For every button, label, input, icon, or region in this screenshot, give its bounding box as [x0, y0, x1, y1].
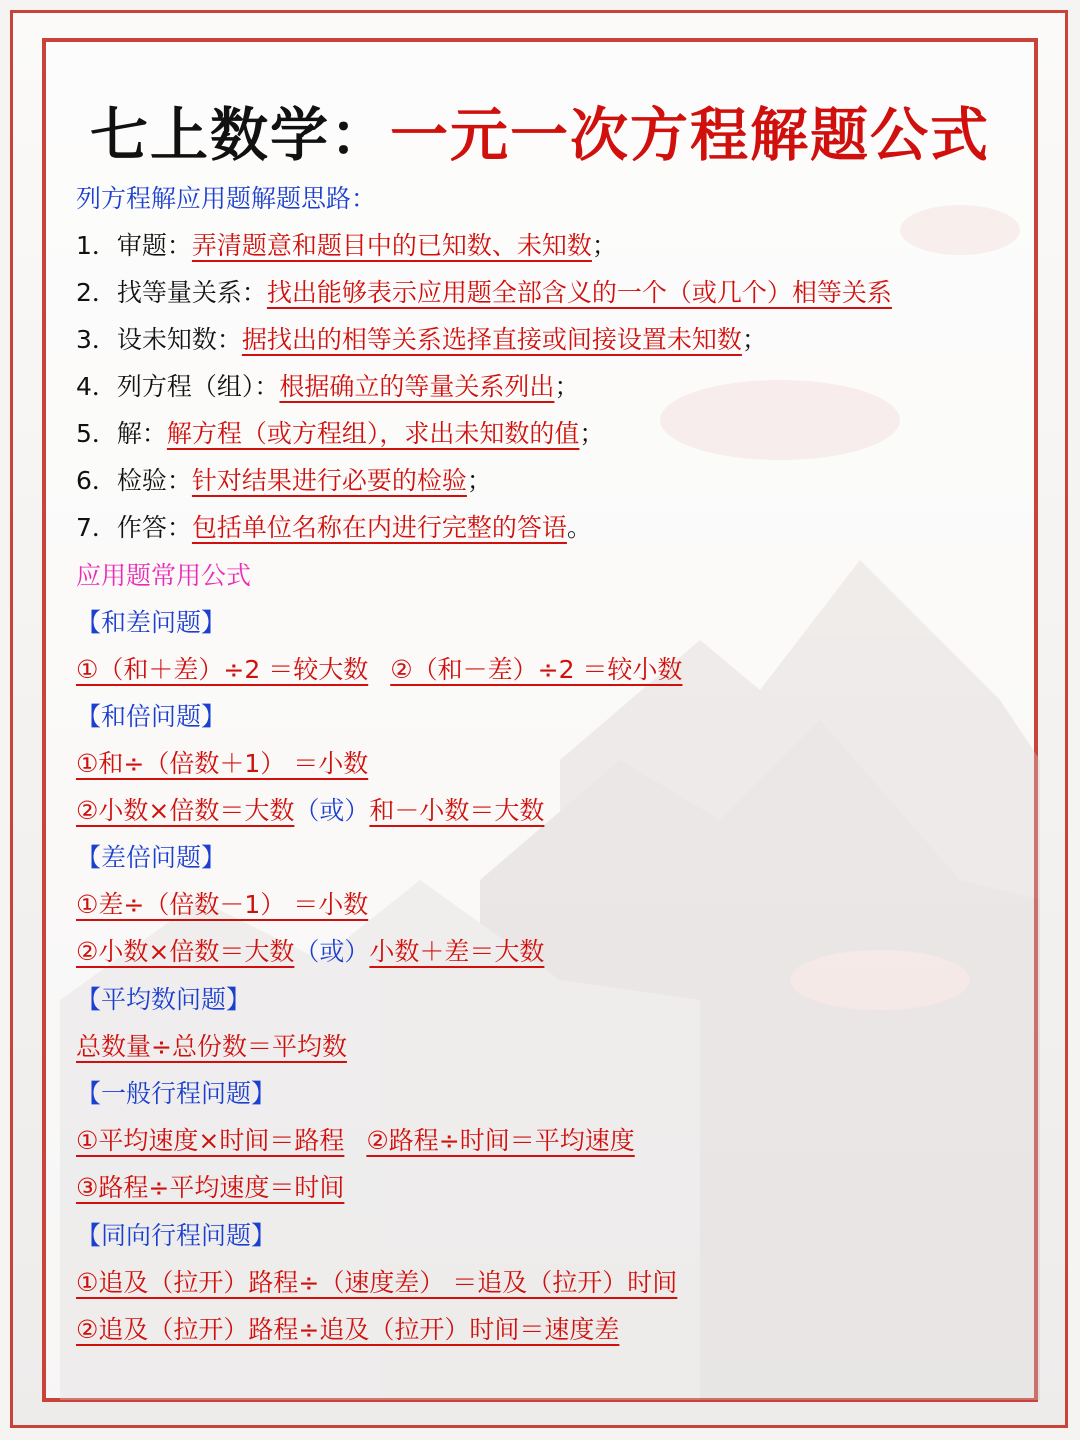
formula: ①和÷（倍数＋1） ＝小数: [76, 749, 369, 778]
average-title: 【平均数问题】: [76, 985, 252, 1014]
sum-diff-title: 【和差问题】: [76, 608, 227, 637]
formula: ②小数×倍数＝大数: [76, 796, 295, 825]
step-1: [76, 229, 617, 263]
travel-formula-3: [76, 1171, 344, 1205]
travel-formulas: [76, 1124, 635, 1158]
step-4: [76, 370, 579, 404]
formula: ①平均速度×时间＝路程: [76, 1126, 345, 1155]
step-content: 针对结果进行必要的检验: [191, 466, 467, 495]
same-direction-title: 【同向行程问题】: [76, 1221, 277, 1250]
step-content: 包括单位名称在内进行完整的答语: [191, 513, 567, 542]
formula: 总数量÷总份数＝平均数: [76, 1032, 347, 1061]
step-end: ；: [554, 372, 580, 401]
step-2: [76, 276, 892, 310]
step-label: 5．解：: [76, 419, 167, 448]
diff-multiple-formula-2: [76, 935, 544, 969]
step-5: [76, 417, 604, 451]
diff-multiple-title: 【差倍问题】: [76, 843, 227, 872]
step-label: 6．检验：: [76, 466, 192, 495]
step-end: 。: [566, 513, 592, 542]
formula: 和－小数＝大数: [369, 796, 545, 825]
sum-multiple-title: 【和倍问题】: [76, 702, 227, 731]
step-label: 7．作答：: [76, 513, 192, 542]
formula: 小数＋差＝大数: [369, 937, 545, 966]
step-end: ；: [741, 325, 767, 354]
formula: ②路程÷时间＝平均速度: [366, 1126, 635, 1155]
title-prefix: 七上数学：: [89, 101, 390, 169]
or-label: （或）: [294, 937, 370, 966]
step-content: 据找出的相等关系选择直接或间接设置未知数: [241, 325, 742, 354]
thinking-heading: 列方程解应用题解题思路：: [76, 184, 377, 213]
formula: ①差÷（倍数－1） ＝小数: [76, 890, 369, 919]
step-end: ；: [466, 466, 492, 495]
step-label: 4．列方程（组）：: [76, 372, 280, 401]
formula: ③路程÷平均速度＝时间: [76, 1173, 345, 1202]
formula: ②（和－差）÷2 ＝较小数: [390, 655, 683, 684]
formula: ①追及（拉开）路程÷（速度差） ＝追及（拉开）时间: [76, 1268, 678, 1297]
travel-title: 【一般行程问题】: [76, 1079, 277, 1108]
step-7: [76, 511, 592, 545]
formulas-heading: 应用题常用公式: [76, 561, 252, 590]
step-label: 2．找等量关系：: [76, 278, 267, 307]
title-main: 一元一次方程解题公式: [390, 101, 991, 169]
average-formula: [76, 1030, 347, 1064]
step-end: ；: [591, 231, 617, 260]
step-content: 找出能够表示应用题全部含义的一个（或几个）相等关系: [266, 278, 892, 307]
same-direction-formula-2: [76, 1313, 619, 1347]
sum-multiple-formula-1: [76, 747, 368, 781]
page-title: [0, 88, 1080, 172]
step-content: 根据确立的等量关系列出: [279, 372, 555, 401]
step-content: 解方程（或方程组），求出未知数的值: [166, 419, 580, 448]
step-label: 3．设未知数：: [76, 325, 242, 354]
diff-multiple-formula-1: [76, 888, 368, 922]
formula: ②追及（拉开）路程÷追及（拉开）时间＝速度差: [76, 1315, 620, 1344]
same-direction-formula-1: [76, 1266, 677, 1300]
step-3: [76, 323, 767, 357]
step-content: 弄清题意和题目中的已知数、未知数: [191, 231, 592, 260]
step-end: ；: [579, 419, 605, 448]
formula: ②小数×倍数＝大数: [76, 937, 295, 966]
sum-diff-formulas: [76, 653, 682, 687]
step-label: 1．审题：: [76, 231, 192, 260]
formula: ①（和＋差）÷2 ＝较大数: [76, 655, 369, 684]
sum-multiple-formula-2: [76, 794, 544, 828]
or-label: （或）: [294, 796, 370, 825]
step-6: [76, 464, 492, 498]
